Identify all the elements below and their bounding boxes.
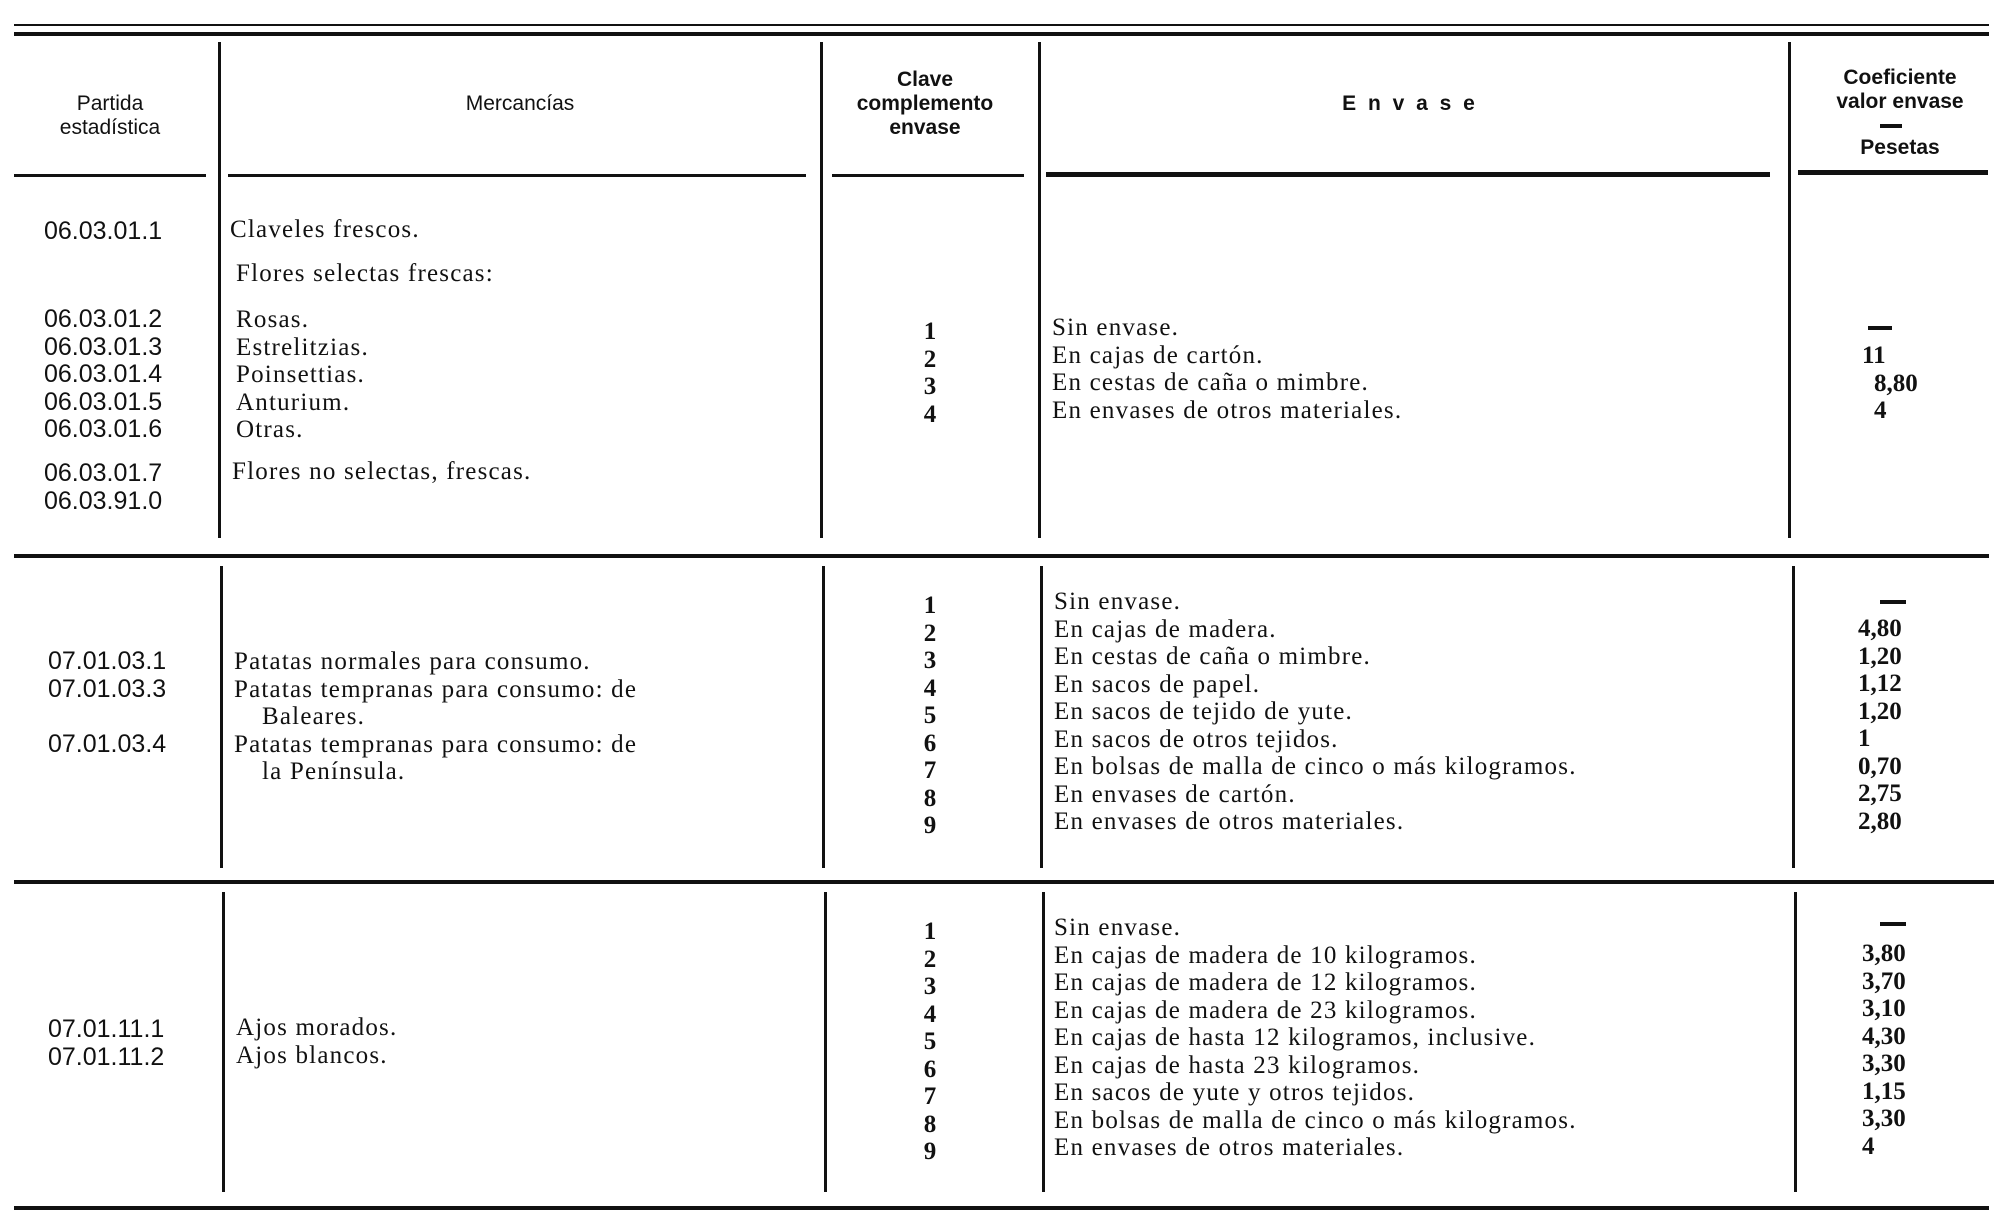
block-3-claves (900, 918, 960, 1166)
header-rule-partida (14, 174, 206, 177)
block-1-partidas (44, 218, 162, 246)
partida-code: 06.03.01.7 (44, 459, 163, 487)
envase-item: En cajas de madera de 12 kilogramos. (1054, 969, 1477, 996)
envase-item: En cajas de madera de 10 kilogramos. (1054, 941, 1477, 969)
clave-code: 2 (923, 619, 937, 647)
block-3-envases (1054, 914, 1577, 1162)
no-value-dash (1880, 600, 1906, 604)
column-rule-3c (1042, 892, 1045, 1192)
header-coeficiente-dash (1880, 124, 1902, 128)
coeficiente-value: 3,30 (1862, 1050, 1906, 1077)
coeficiente-value: 4 (1862, 1132, 1875, 1160)
envase-item: En bolsas de malla de cinco o más kilogramos. (1054, 753, 1577, 780)
partida-code: 06.03.91.0 (44, 486, 163, 515)
block-2-envases (1054, 588, 1577, 836)
block-separator-1 (14, 554, 1989, 558)
clave-code: 4 (923, 400, 937, 428)
clave-code: 2 (923, 945, 937, 973)
envase-item: Sin envase. (1054, 588, 1182, 615)
coeficiente-value: 3,70 (1862, 967, 1906, 995)
clave-code: 7 (923, 757, 937, 784)
partida-code: 07.01.03.3 (48, 674, 167, 703)
header-rule-envase (1046, 172, 1770, 177)
header-coeficiente-line-1: Coeficiente (1843, 66, 1957, 89)
header-partida-line-2: estadística (59, 116, 161, 139)
mercancia-item: Otras. (236, 416, 304, 443)
coeficiente-value: 1,20 (1858, 642, 1902, 670)
block-2-mercancias (234, 648, 637, 786)
coeficiente-value: 0,70 (1858, 752, 1902, 780)
clave-code: 3 (923, 647, 937, 674)
column-rule-3b (1040, 566, 1043, 868)
partida-code: 07.01.03.4 (48, 729, 167, 758)
top-rule-thick (14, 32, 1989, 36)
partida-code: 06.03.01.4 (44, 360, 163, 388)
coeficiente-value: 2,80 (1858, 807, 1902, 835)
clave-code: 1 (923, 318, 937, 345)
no-value-dash (1868, 326, 1892, 330)
block-3-partidas (48, 1016, 164, 1071)
envase-item: En envases de otros materiales. (1054, 808, 1405, 835)
envase-item: En cestas de caña o mimbre. (1052, 369, 1370, 396)
clave-code: 3 (923, 973, 937, 1000)
envase-item: Sin envase. (1054, 914, 1182, 941)
coeficiente-value: 2,75 (1858, 780, 1902, 807)
column-rule-2 (820, 42, 823, 538)
mercancia-item: Patatas normales para consumo. (234, 648, 591, 675)
block-1-partidas-group (44, 306, 162, 444)
envase-item: En cestas de caña o mimbre. (1054, 643, 1372, 670)
clave-code: 6 (923, 1055, 937, 1083)
top-rule-thin (14, 24, 1989, 26)
header-partida (20, 92, 200, 140)
envase-item: En sacos de yute y otros tejidos. (1054, 1079, 1416, 1106)
block-2-partidas (48, 648, 166, 758)
mercancia-subheading: Flores selectas frescas: (236, 260, 494, 287)
block-2-coeficientes (1858, 615, 1902, 835)
block-1-envases (1052, 314, 1402, 424)
partida-code: 07.01.11.1 (48, 1015, 165, 1043)
coeficiente-value: 4,80 (1858, 615, 1902, 642)
header-clave-line-1: Clave (896, 68, 954, 91)
block-2-claves (900, 592, 960, 840)
envase-item: En cajas de madera de 23 kilogramos. (1054, 996, 1477, 1024)
column-rule-4 (1788, 42, 1791, 538)
mercancia-item-cont: la Península. (262, 758, 406, 785)
envase-item: Sin envase. (1052, 314, 1180, 341)
clave-code: 1 (923, 918, 937, 945)
mercancia-item: Ajos morados. (236, 1014, 398, 1041)
bottom-rule (14, 1206, 1989, 1210)
block-1-mercancias-tail (232, 458, 531, 486)
block-3-mercancias (236, 1014, 397, 1069)
clave-code: 4 (923, 674, 937, 702)
block-1-mercancias-group (236, 306, 369, 444)
mercancia-item: Poinsettias. (236, 361, 365, 388)
mercancia-item: Rosas. (236, 306, 310, 333)
envase-item: En cajas de cartón. (1052, 341, 1264, 369)
header-clave (830, 68, 1020, 140)
block-1-partidas-tail (44, 460, 162, 515)
coeficiente-value: 3,80 (1862, 940, 1906, 967)
mercancia-item: Estrelitzias. (236, 333, 369, 361)
partida-code: 06.03.01.3 (44, 332, 163, 361)
clave-code: 9 (923, 1138, 937, 1165)
header-mercancias: Mercancías (465, 92, 575, 115)
envase-item: En sacos de papel. (1054, 670, 1261, 698)
clave-code: 9 (923, 812, 937, 839)
block-1-mercancias (230, 216, 420, 244)
clave-code: 8 (923, 1110, 937, 1138)
coeficiente-value: 3,10 (1862, 995, 1906, 1022)
header-coeficiente (1800, 66, 2000, 114)
mercancia-item-cont: Baleares. (262, 703, 366, 730)
coeficiente-value: 1,15 (1862, 1077, 1906, 1105)
clave-code: 5 (923, 1028, 937, 1055)
header-rule-coeficiente (1798, 170, 1988, 175)
partida-code: 07.01.03.1 (48, 647, 167, 675)
column-rule-2c (824, 892, 827, 1192)
envase-item: En cajas de madera. (1054, 615, 1277, 643)
clave-code: 2 (923, 345, 937, 373)
mercancia-item: Anturium. (236, 388, 351, 416)
header-coeficiente-line-2: valor envase (1836, 90, 1964, 113)
partida-code: 06.03.01.2 (44, 305, 163, 333)
mercancia-item: Ajos blancos. (236, 1041, 388, 1069)
partida-spacer (48, 703, 166, 731)
header-rule-mercancias (228, 174, 806, 177)
coeficiente-value: 1,20 (1858, 697, 1902, 725)
coeficiente-value: 4 (1874, 397, 1887, 424)
clave-code: 4 (923, 1000, 937, 1028)
block-1-coeficientes (1862, 342, 1918, 425)
header-clave-line-2: complemento (856, 92, 994, 115)
envase-item: En envases de cartón. (1054, 780, 1296, 808)
block-1-mercancias-heading (236, 260, 494, 288)
clave-code: 1 (923, 592, 937, 619)
clave-code: 7 (923, 1083, 937, 1110)
header-clave-line-3: envase (889, 116, 961, 139)
envase-item: En envases de otros materiales. (1054, 1134, 1405, 1161)
clave-code: 3 (923, 373, 937, 400)
no-value-dash (1880, 922, 1906, 926)
partida-code: 07.01.11.2 (48, 1042, 165, 1071)
coeficiente-value: 8,80 (1874, 369, 1918, 397)
mercancia-item: Claveles frescos. (230, 216, 420, 243)
column-rule-3 (1038, 42, 1041, 538)
block-separator-2 (14, 880, 1994, 884)
mercancia-item: Patatas tempranas para consumo: de (234, 730, 638, 758)
envase-item: En sacos de tejido de yute. (1054, 698, 1353, 725)
block-3-coeficientes (1862, 940, 1906, 1160)
partida-code: 06.03.01.1 (44, 217, 163, 245)
envase-item: En bolsas de malla de cinco o más kilogramos. (1054, 1106, 1577, 1134)
clave-code: 6 (923, 729, 937, 757)
column-rule-4c (1794, 892, 1797, 1192)
header-pesetas: Pesetas (1860, 136, 1940, 159)
column-rule-4b (1792, 566, 1795, 868)
clave-code: 5 (923, 702, 937, 729)
block-1-claves (900, 318, 960, 428)
coeficiente-value: 3,30 (1862, 1105, 1906, 1132)
column-rule-2b (822, 566, 825, 868)
partida-code: 06.03.01.6 (44, 415, 163, 443)
column-rule-1c (222, 892, 225, 1192)
column-rule-1b (220, 566, 223, 868)
mercancia-item: Flores no selectas, frescas. (232, 458, 532, 485)
header-envase: E n v a s e (1342, 92, 1478, 115)
clave-code: 8 (923, 784, 937, 812)
partida-code: 06.03.01.5 (44, 387, 163, 416)
envase-item: En cajas de hasta 23 kilogramos. (1054, 1051, 1421, 1079)
envase-item: En cajas de hasta 12 kilogramos, inclusive. (1054, 1024, 1537, 1051)
envase-item: En envases de otros materiales. (1052, 396, 1403, 424)
coeficiente-value: 1 (1858, 725, 1871, 752)
header-rule-clave (832, 174, 1024, 177)
coeficiente-value: 4,30 (1862, 1022, 1906, 1050)
coeficiente-value: 1,12 (1858, 670, 1902, 697)
mercancia-item: Patatas tempranas para consumo: de (234, 675, 638, 703)
column-rule-1 (218, 42, 221, 538)
coeficiente-value: 11 (1862, 342, 1886, 369)
envase-item: En sacos de otros tejidos. (1054, 725, 1339, 753)
header-partida-line-1: Partida (76, 92, 144, 115)
